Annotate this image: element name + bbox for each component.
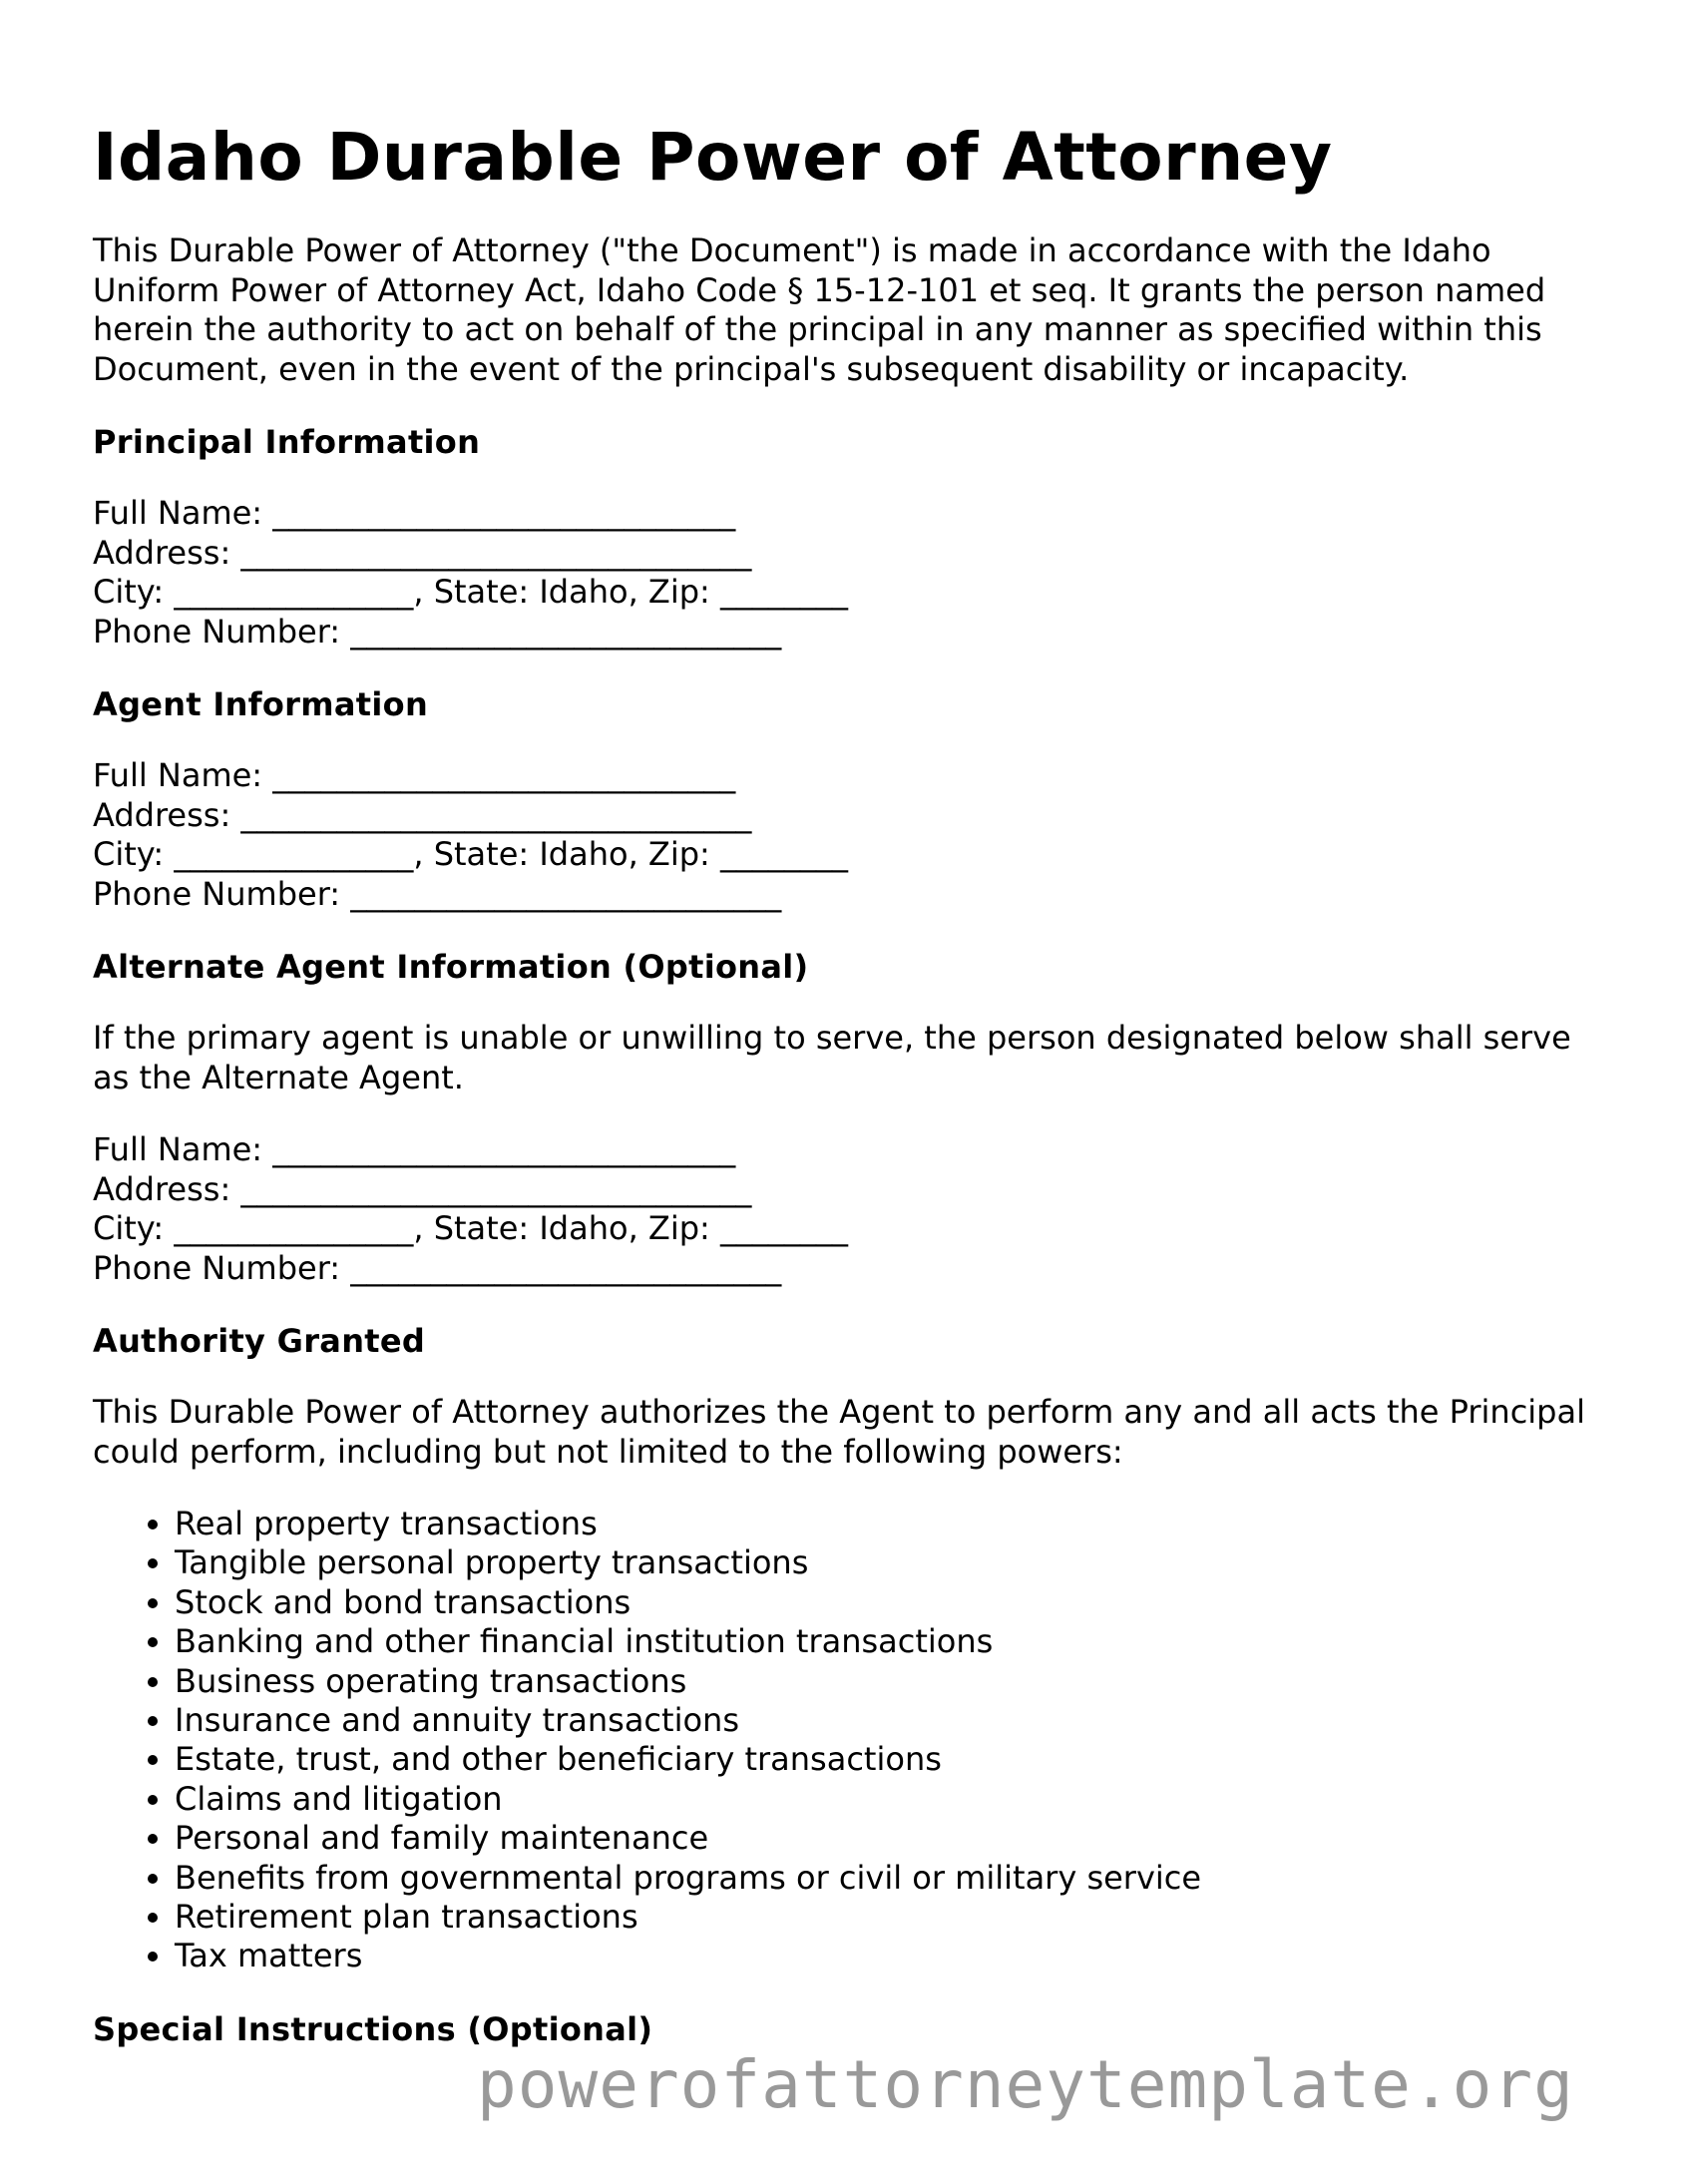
authority-heading: Authority Granted <box>93 1322 426 1360</box>
alternate-agent-heading: Alternate Agent Information (Optional) <box>93 948 809 986</box>
list-item: • Business operating transactions <box>175 1662 1589 1701</box>
alternate-agent-phone-field: Phone Number: ___________________________ <box>93 1248 782 1287</box>
agent-heading: Agent Information <box>93 685 429 723</box>
principal-full-name-field: Full Name: _____________________________ <box>93 494 736 532</box>
special-instructions-heading: Special Instructions (Optional) <box>93 2009 653 2048</box>
list-item: • Tangible personal property transactions <box>175 1543 1589 1582</box>
list-item: • Tax matters <box>175 1937 1589 1975</box>
agent-phone-field: Phone Number: ___________________________ <box>93 874 782 913</box>
list-item: • Real property transactions <box>175 1505 1589 1543</box>
list-item: • Estate, trust, and other beneficiary transactions <box>175 1740 1589 1779</box>
alternate-agent-city-state-zip-field: City: _______________, State: Idaho, Zip: ________ <box>93 1209 848 1247</box>
list-item: • Stock and bond transactions <box>175 1583 1589 1622</box>
list-item: • Benefits from governmental programs or civil or military service <box>175 1859 1589 1898</box>
principal-heading: Principal Information <box>93 423 481 461</box>
agent-fields <box>93 756 1589 914</box>
alternate-agent-address-field: Address: ________________________________ <box>93 1169 752 1208</box>
list-item: • Retirement plan transactions <box>175 1898 1589 1937</box>
watermark: powerofattorneytemplate.org <box>477 2046 1574 2123</box>
principal-fields <box>93 494 1589 652</box>
powers-list <box>93 1505 1589 1976</box>
page-title: Idaho Durable Power of Attorney <box>93 119 1333 196</box>
list-item: • Claims and litigation <box>175 1780 1589 1819</box>
alternate-agent-fields <box>93 1130 1589 1288</box>
agent-full-name-field: Full Name: _____________________________ <box>93 756 736 794</box>
list-item: • Personal and family maintenance <box>175 1819 1589 1858</box>
alternate-agent-description: If the primary agent is unable or unwilling to serve, the person designated below shall serve as the Alternate Agent. <box>93 1019 1571 1096</box>
intro-paragraph: This Durable Power of Attorney ("the Document") is made in accordance with the Idaho Uniform Power of Attorney Act, Idaho Code § 15-12-101 et seq. It grants the person named herein the authority to act on behalf of the principal in any manner as specified within this Document, even in the event of the principal's subsequent disability or incapacity. <box>93 231 1546 388</box>
principal-address-field: Address: ________________________________ <box>93 533 752 572</box>
agent-address-field: Address: ________________________________ <box>93 795 752 834</box>
document-page <box>93 118 1589 2081</box>
agent-city-state-zip-field: City: _______________, State: Idaho, Zip: ________ <box>93 835 848 873</box>
list-item: • Insurance and annuity transactions <box>175 1701 1589 1740</box>
authority-description: This Durable Power of Attorney authorizes the Agent to perform any and all acts the Principal could perform, including but not limited to the following powers: <box>93 1393 1585 1471</box>
principal-city-state-zip-field: City: _______________, State: Idaho, Zip: ________ <box>93 573 848 611</box>
list-item: • Banking and other financial institution transactions <box>175 1622 1589 1661</box>
principal-phone-field: Phone Number: ___________________________ <box>93 612 782 651</box>
alternate-agent-full-name-field: Full Name: _____________________________ <box>93 1130 736 1168</box>
